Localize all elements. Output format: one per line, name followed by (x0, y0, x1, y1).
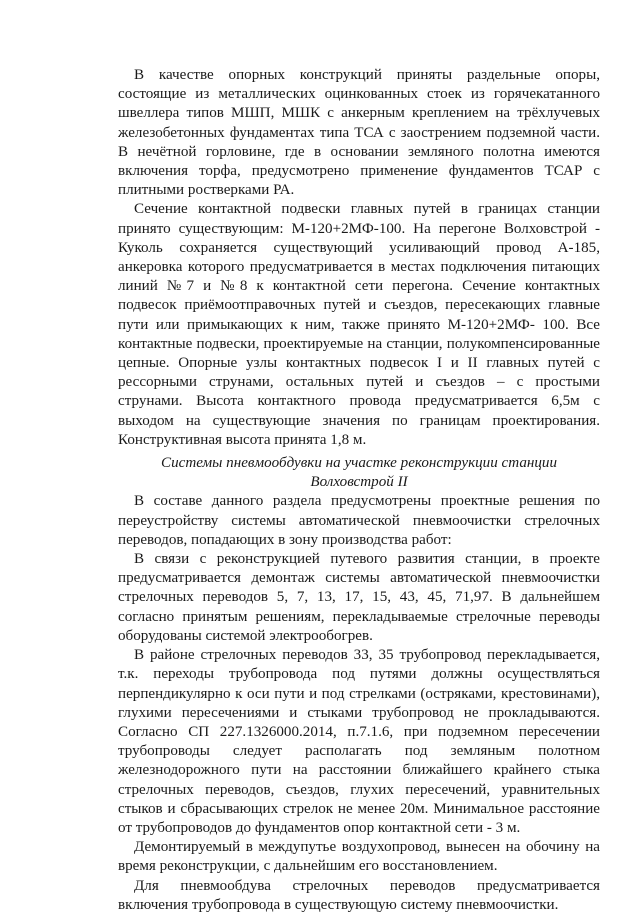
paragraph-support-structures: В качестве опорных конструкций приняты раздельные опоры, состоящие из металлических оцинкованных стоек из горячекатанного швеллера типов МШП, МШК с анкерным креплением на трёхлучевых железобетонных фундаментах типа ТСА с заострением подземной части. В нечётной горловине, где в основании земляного полотна имеются включения торфа, предусмотрено применение фундаментов ТСАР с плитными ростверками РА. (118, 67, 600, 199)
paragraph-pneumatic-blowing: Для пневмообдува стрелочных переводов предусматривается включения трубопровода в существующую систему пневмоочистки. (118, 877, 600, 913)
document-page (118, 66, 600, 915)
paragraph-air-duct: Демонтируемый в междупутье воздухопровод, вынесен на обочину на время реконструкции, с дальнейшим его восстановлением. (118, 839, 600, 875)
paragraph-catenary-section: Сечение контактной подвески главных путей в границах станции принято существующим: М-120+2МФ-100. На перегоне Волховстрой - Куколь сохраняется существующий усиливающий провод А-185, анкеровка которого предусматривается в местах подключения питающих линий №7 и №8 к контактной сети перегона. Сечение контактных подвесок приёмоотправочных путей и съездов, пересекающих главные пути или примыкающих к ним, также принято М-120+2МФ- 100. Все контактные подвески, проектируемые на станции, полукомпенсированные цепные. Опорные узлы контактных подвесок I и II главных путей с рессорными струнами, остальных путей и съездов – с простыми струнами. Высота контактного провода предусматривается 6,5м с выходом на существующие значения по границам проектирования. Конструктивная высота принята 1,8 м. (118, 201, 600, 448)
paragraph-section-intro: В составе данного раздела предусмотрены проектные решения по переустройству системы автоматической пневмоочистки стрелочных переводов, попадающих в зону производства работ: (118, 493, 600, 548)
paragraph-dismantling: В связи с реконструкцией путевого развития станции, в проекте предусматривается демонтаж системы автоматической пневмоочистки стрелочных переводов 5, 7, 13, 17, 15, 43, 45, 71,97. В дальнейшем согласно принятым решениям, перекладываемые стрелочные переводы оборудованы системой электрообогрев. (118, 551, 600, 644)
section-heading: Системы пневмообдувки на участке реконструкции станции Волховстрой II (161, 455, 557, 491)
paragraph-pipeline-relocation: В районе стрелочных переводов 33, 35 трубопровод перекладывается, т.к. переходы трубопровода под путями должны осуществляться перпендикулярно к оси пути и под стрелками (остряками, крестовинами), глухими пересечениями и стыками трубопровод не прокладываются. Согласно СП 227.1326000.2014, п.7.1.6, при подземном пересечении трубопроводы следует располагать под земляным полотном железнодорожного пути на расстоянии ближайшего крайнего стыка стрелочных переводов, съездов, глухих пересечений, уравнительных стыков и сбрасывающих стрелок не менее 20м. Минимальное расстояние от трубопроводов до фундаментов опор контактной сети - 3 м. (118, 647, 600, 836)
